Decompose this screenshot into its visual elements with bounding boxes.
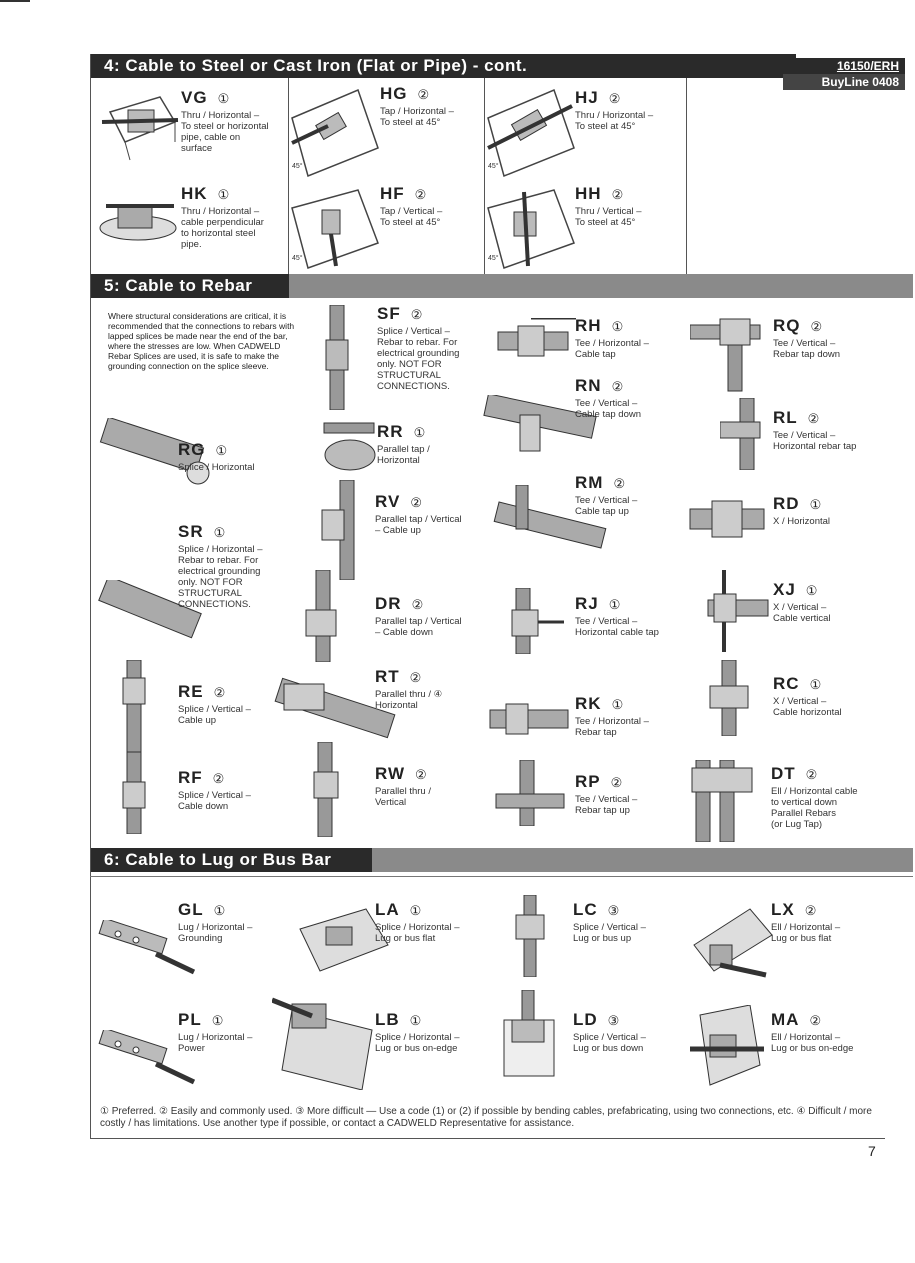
code-label: RK — [575, 694, 602, 713]
item-hf — [380, 184, 442, 228]
preference-mark: ② — [610, 775, 624, 790]
code-label: HF — [380, 184, 405, 203]
preference-mark: ② — [613, 476, 627, 491]
preference-mark: ② — [608, 91, 622, 106]
hg-connection-illustration — [288, 88, 380, 178]
item-description: Ell / Horizontal cable to vertical down Parallel Rebars (or Lug Tap) — [771, 786, 858, 830]
item-description: Splice / Horizontal – Lug or bus on-edge — [375, 1032, 460, 1054]
item-lc — [573, 900, 646, 944]
code-label: RH — [575, 316, 602, 335]
ma-lug-illustration — [690, 1005, 766, 1095]
code-label: PL — [178, 1010, 202, 1029]
code-label: RE — [178, 682, 204, 701]
angle-label: 45° — [292, 163, 303, 170]
item-lb — [375, 1010, 459, 1054]
code-label: RQ — [773, 316, 801, 335]
preference-mark: ① — [211, 1013, 225, 1028]
code-label: LC — [573, 900, 598, 919]
dt-rebar-illustration — [690, 760, 766, 842]
item-description: Tee / Horizontal – Rebar tap — [575, 716, 649, 738]
hf-connection-illustration — [288, 188, 380, 270]
rd-rebar-illustration — [688, 495, 768, 545]
preference-mark: ② — [810, 319, 824, 334]
preference-mark: ② — [415, 767, 428, 782]
preference-mark: ② — [411, 597, 425, 612]
preference-mark: ③ — [607, 903, 621, 918]
section-6-title: 6: Cable to Lug or Bus Bar — [90, 848, 372, 872]
item-description: Tee / Vertical – Cable tap down — [575, 398, 642, 420]
item-sr — [178, 522, 262, 610]
item-description: Tee / Vertical – Rebar tap up — [575, 794, 638, 816]
section-4-title: 4: Cable to Steel or Cast Iron (Flat or Pipe) - cont. — [90, 54, 796, 78]
code-label: SF — [377, 304, 401, 323]
item-description: Tee / Vertical – Horizontal rebar tap — [773, 430, 857, 452]
dr-rebar-illustration — [302, 570, 342, 662]
lx-lug-illustration — [690, 905, 774, 981]
angle-label: 45° — [488, 163, 499, 170]
item-rm — [575, 473, 637, 517]
buyline-code: BuyLine 0408 — [783, 74, 905, 90]
item-vg — [181, 88, 269, 154]
code-label: RN — [575, 376, 602, 395]
item-description: Parallel tap / Vertical – Cable up — [375, 514, 462, 536]
rr-rebar-illustration — [320, 415, 380, 475]
code-label: RM — [575, 473, 604, 492]
item-description: Parallel thru / ④ Horizontal — [375, 689, 443, 711]
preference-mark: ② — [417, 87, 431, 102]
item-description: Parallel tap / Horizontal — [377, 444, 430, 466]
lb-lug-illustration — [272, 990, 382, 1090]
preference-mark: ② — [807, 411, 821, 426]
code-label: RG — [178, 440, 206, 459]
item-description: Parallel tap / Vertical – Cable down — [375, 616, 462, 638]
item-rh — [575, 316, 649, 360]
angle-label: 45° — [292, 255, 303, 262]
re-rebar-illustration — [120, 660, 148, 752]
item-description: Tap / Horizontal – To steel at 45° — [380, 106, 454, 128]
vg-connection-illustration — [100, 92, 180, 162]
rebar-note: Where structural considerations are critical, it is recommended that the connections to rebars with lapped splices be made near the end of the bar, where the stresses are low. When CADWELD Rebar Splices are used, it is safe to make the grounding connection on the splice sleeve. — [108, 311, 295, 371]
item-description: Thru / Horizontal – To steel or horizontal pipe, cable on surface — [181, 110, 269, 154]
item-sf — [377, 304, 459, 392]
hk-connection-illustration — [96, 188, 180, 248]
item-xj — [773, 580, 831, 624]
preference-mark: ① — [611, 319, 625, 334]
rv-rebar-illustration — [320, 480, 360, 580]
code-label: RT — [375, 667, 400, 686]
item-description: Thru / Horizontal – cable perpendicular to horizontal steel pipe. — [181, 206, 264, 250]
scan-mark — [0, 0, 30, 2]
preference-mark: ① — [809, 677, 823, 692]
item-hk — [181, 184, 264, 250]
item-rv — [375, 492, 462, 536]
item-description: Ell / Horizontal – Lug or bus on-edge — [771, 1032, 854, 1054]
preference-mark: ① — [213, 525, 227, 540]
preference-mark: ① — [809, 497, 823, 512]
item-description: Tap / Vertical – To steel at 45° — [380, 206, 443, 228]
preference-mark: ② — [414, 187, 428, 202]
preference-mark: ① — [217, 187, 231, 202]
code-label: HH — [575, 184, 602, 203]
code-label: SR — [178, 522, 204, 541]
item-description: Splice / Vertical – Rebar to rebar. For electrical grounding only. NOT FOR STRUCTURAL CONNECTIONS. — [377, 326, 460, 392]
item-description: Lug / Horizontal – Grounding — [178, 922, 253, 944]
frame-bottom — [90, 1138, 885, 1139]
rj-rebar-illustration — [508, 588, 564, 654]
preference-mark: ① — [413, 425, 427, 440]
preference-mark: ② — [409, 670, 423, 685]
item-rd — [773, 494, 830, 527]
item-description: Thru / Vertical – To steel at 45° — [575, 206, 642, 228]
item-rc — [773, 674, 842, 718]
code-label: RD — [773, 494, 800, 513]
preference-mark: ③ — [607, 1013, 621, 1028]
doc-code: 16150/ERH — [783, 58, 905, 74]
item-description: Splice / Horizontal — [178, 462, 255, 473]
divider — [90, 876, 913, 877]
item-rt — [375, 667, 442, 711]
rk-rebar-illustration — [486, 700, 572, 742]
item-ld — [573, 1010, 646, 1054]
preference-mark: ② — [611, 379, 625, 394]
lc-lug-illustration — [510, 895, 550, 977]
item-rk — [575, 694, 649, 738]
code-label: RV — [375, 492, 401, 511]
item-lx — [771, 900, 840, 944]
item-rj — [575, 594, 659, 638]
item-description: X / Vertical – Cable vertical — [773, 602, 831, 624]
code-label: RF — [178, 768, 203, 787]
preference-mark: ② — [410, 307, 424, 322]
code-label: LX — [771, 900, 795, 919]
angle-label: 45° — [488, 255, 499, 262]
item-description: Lug / Horizontal – Power — [178, 1032, 253, 1054]
code-label: MA — [771, 1010, 800, 1029]
code-label: RP — [575, 772, 601, 791]
hh-connection-illustration — [484, 188, 576, 270]
preference-mark: ① — [805, 583, 819, 598]
item-description: Ell / Horizontal – Lug or bus flat — [771, 922, 841, 944]
item-description: Thru / Horizontal – To steel at 45° — [575, 110, 654, 132]
item-la — [375, 900, 459, 944]
preference-mark: ② — [410, 495, 423, 510]
item-dt — [771, 764, 858, 830]
preference-mark: ② — [809, 1013, 823, 1028]
code-label: RR — [377, 422, 404, 441]
code-label: DR — [375, 594, 402, 613]
item-pl — [178, 1010, 252, 1054]
xj-rebar-illustration — [702, 570, 772, 652]
preference-mark: ② — [212, 771, 226, 786]
code-label: HJ — [575, 88, 599, 107]
divider — [686, 78, 687, 274]
item-hj — [575, 88, 653, 132]
item-rq — [773, 316, 840, 360]
sf-rebar-illustration — [318, 305, 358, 410]
rq-rebar-illustration — [690, 315, 770, 395]
code-label: VG — [181, 88, 208, 107]
item-hh — [575, 184, 642, 228]
item-rp — [575, 772, 637, 816]
preference-mark: ① — [217, 91, 231, 106]
item-rl — [773, 408, 856, 452]
item-rn — [575, 376, 641, 420]
section-5-title: 5: Cable to Rebar — [90, 274, 289, 298]
preference-mark: ① — [409, 1013, 423, 1028]
ld-lug-illustration — [500, 990, 560, 1080]
rp-rebar-illustration — [494, 760, 566, 826]
item-description: Splice / Vertical – Lug or bus down — [573, 1032, 646, 1054]
item-re — [178, 682, 251, 726]
code-label: LB — [375, 1010, 400, 1029]
preference-mark: ① — [611, 697, 625, 712]
preference-mark: ② — [611, 187, 625, 202]
code-label: DT — [771, 764, 796, 783]
rw-rebar-illustration — [312, 742, 342, 837]
rf-rebar-illustration — [120, 752, 148, 834]
item-rg — [178, 440, 255, 473]
item-rf — [178, 768, 251, 812]
code-label: GL — [178, 900, 204, 919]
item-description: Splice / Horizontal – Rebar to rebar. For electrical grounding only. NOT FOR STRUCTURAL CONNECTIONS. — [178, 544, 263, 610]
item-gl — [178, 900, 252, 944]
code-label: RL — [773, 408, 798, 427]
rh-rebar-illustration — [488, 318, 578, 368]
item-description: Tee / Horizontal – Cable tap — [575, 338, 649, 360]
item-description: Splice / Horizontal – Lug or bus flat — [375, 922, 460, 944]
item-description: Splice / Vertical – Cable down — [178, 790, 251, 812]
preference-mark: ② — [805, 767, 819, 782]
code-label: RJ — [575, 594, 599, 613]
preference-footnote: ① Preferred. ② Easily and commonly used. ③ More difficult — Use a code (1) or (2) if possible by bending cables, prefabricating, using two connections, etc. ④ Difficult / more costly / has limitations. Use another type if possible, or contact a CADWELD Representative for assistance. — [100, 1106, 872, 1129]
rc-rebar-illustration — [706, 660, 756, 736]
item-description: Tee / Vertical – Horizontal cable tap — [575, 616, 659, 638]
preference-mark: ② — [213, 685, 227, 700]
item-rw — [375, 764, 431, 808]
item-description: Splice / Vertical – Cable up — [178, 704, 251, 726]
code-label: XJ — [773, 580, 796, 599]
item-description: Tee / Vertical – Cable tap up — [575, 495, 638, 517]
hj-connection-illustration — [484, 88, 576, 178]
code-label: LD — [573, 1010, 598, 1029]
item-description: X / Horizontal — [773, 516, 831, 527]
preference-mark: ② — [804, 903, 818, 918]
code-label: RW — [375, 764, 406, 783]
item-description: Parallel thru / Vertical — [375, 786, 431, 808]
page-number: 7 — [868, 1143, 876, 1159]
code-label: RC — [773, 674, 800, 693]
item-description: X / Vertical – Cable horizontal — [773, 696, 842, 718]
code-label: HG — [380, 84, 408, 103]
item-dr — [375, 594, 462, 638]
preference-mark: ① — [213, 903, 227, 918]
document-id — [783, 58, 905, 90]
item-rr — [377, 422, 430, 466]
frame-left — [90, 54, 91, 1138]
rl-rebar-illustration — [720, 398, 770, 470]
item-ma — [771, 1010, 853, 1054]
item-description: Tee / Vertical – Rebar tap down — [773, 338, 841, 360]
preference-mark: ① — [409, 903, 423, 918]
item-description: Splice / Vertical – Lug or bus up — [573, 922, 646, 944]
preference-mark: ① — [608, 597, 622, 612]
item-hg — [380, 84, 454, 128]
code-label: LA — [375, 900, 400, 919]
code-label: HK — [181, 184, 208, 203]
preference-mark: ① — [215, 443, 229, 458]
